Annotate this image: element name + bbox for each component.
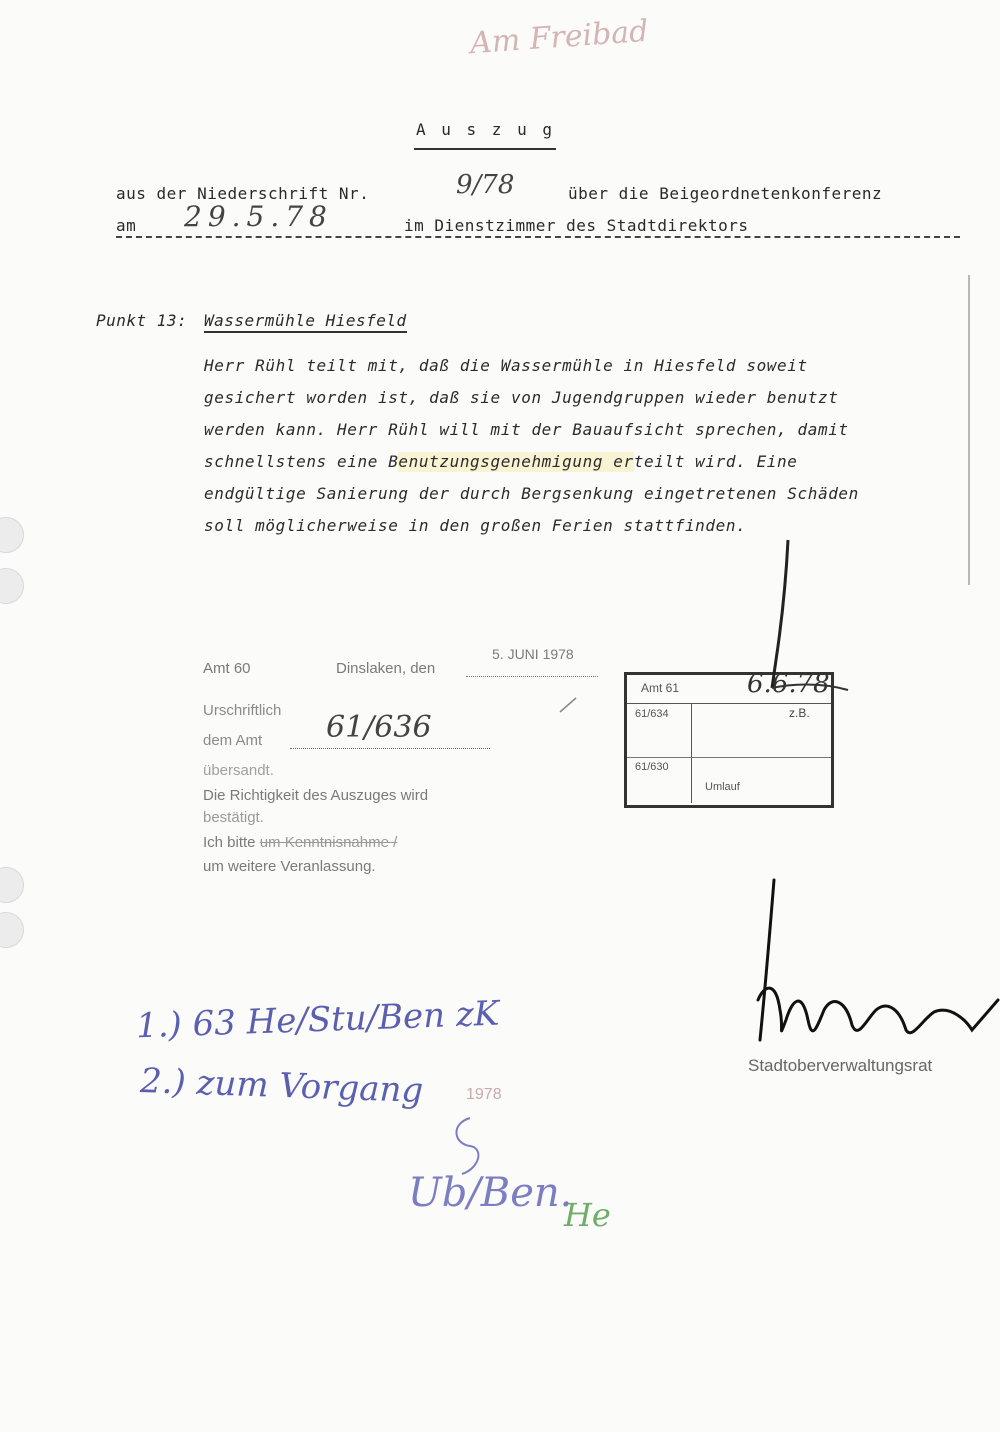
item-line: endgültige Sanierung der durch Bergsenkung eingetretenen Schäden xyxy=(204,484,859,503)
stamp-line2: dem Amt xyxy=(203,732,263,749)
stamp-amt: Amt 60 xyxy=(203,660,251,677)
item-title: Wassermühle Hiesfeld xyxy=(204,311,407,333)
header-line2-prefix: am xyxy=(116,216,137,235)
pen-stroke xyxy=(772,685,848,691)
receipt-row2-left: 61/634 xyxy=(635,708,669,720)
signature-stroke xyxy=(758,880,998,1040)
signature-title: Stadtoberverwaltungsrat xyxy=(748,1056,933,1075)
stamp-line7: um weitere Veranlassung. xyxy=(203,858,376,875)
pencil-note: Am Freibad xyxy=(468,13,650,62)
handwritten-note-1: 1.) 63 He/Stu/Ben zK xyxy=(135,993,500,1047)
header-line2-suffix: im Dienstzimmer des Stadtdirektors xyxy=(404,216,749,235)
signature-mark xyxy=(560,698,576,712)
item-line: werden kann. Herr Rühl will mit der Bauaufsicht sprechen, damit xyxy=(204,420,849,439)
protocol-number: 9/78 xyxy=(456,170,515,200)
header-line1-suffix: über die Beigeordnetenkonferenz xyxy=(568,184,883,203)
item-line: soll möglicherweise in den großen Ferien stattfinden. xyxy=(204,516,747,535)
stamp-line1: Urschriftlich xyxy=(203,702,282,719)
receipt-row4: Umlauf xyxy=(705,781,740,793)
stamp-amt-handwritten: 61/636 xyxy=(326,710,432,745)
struck-text: um Kenntnisnahme / xyxy=(259,834,398,851)
item-line: Herr Rühl teilt mit, daß die Wassermühle in Hiesfeld soweit xyxy=(204,356,808,375)
stamp-line3: übersandt. xyxy=(203,762,274,779)
item-line: schnellstens eine Benutzungsgenehmigung erteilt wird. Eine xyxy=(204,452,798,471)
receipt-row1: Amt 61 xyxy=(641,681,680,695)
receipt-row2-right: z.B. xyxy=(789,706,810,720)
receipt-date: 6.6.78 xyxy=(747,669,830,699)
stamp-place: Dinslaken, den xyxy=(336,660,436,677)
stamp-line4: Die Richtigkeit des Auszuges wird xyxy=(203,787,429,804)
stamp-date: 5. JUNI 1978 xyxy=(492,646,574,662)
item-line: gesichert worden ist, daß sie von Jugendgruppen wieder benutzt xyxy=(204,388,839,407)
receipt-row3-left: 61/630 xyxy=(635,761,669,773)
stamp-line6: Ich bitte um Kenntnisnahme / xyxy=(203,834,398,851)
page-title: A u s z u g xyxy=(416,120,555,139)
meeting-date: 29.5.78 xyxy=(184,200,333,233)
initials-loop xyxy=(440,1110,500,1180)
handwritten-initials-green: He xyxy=(564,1196,611,1234)
handwritten-initials: Ub/Ben. xyxy=(408,1170,573,1216)
header-line1-prefix: aus der Niederschrift Nr. xyxy=(116,184,370,203)
item-label: Punkt 13: xyxy=(96,311,188,330)
faint-stamp: 1978 xyxy=(466,1086,502,1103)
stamp-line5: bestätigt. xyxy=(203,809,264,826)
pen-stroke xyxy=(772,540,788,688)
handwritten-note-2: 2.) zum Vorgang xyxy=(139,1061,424,1111)
